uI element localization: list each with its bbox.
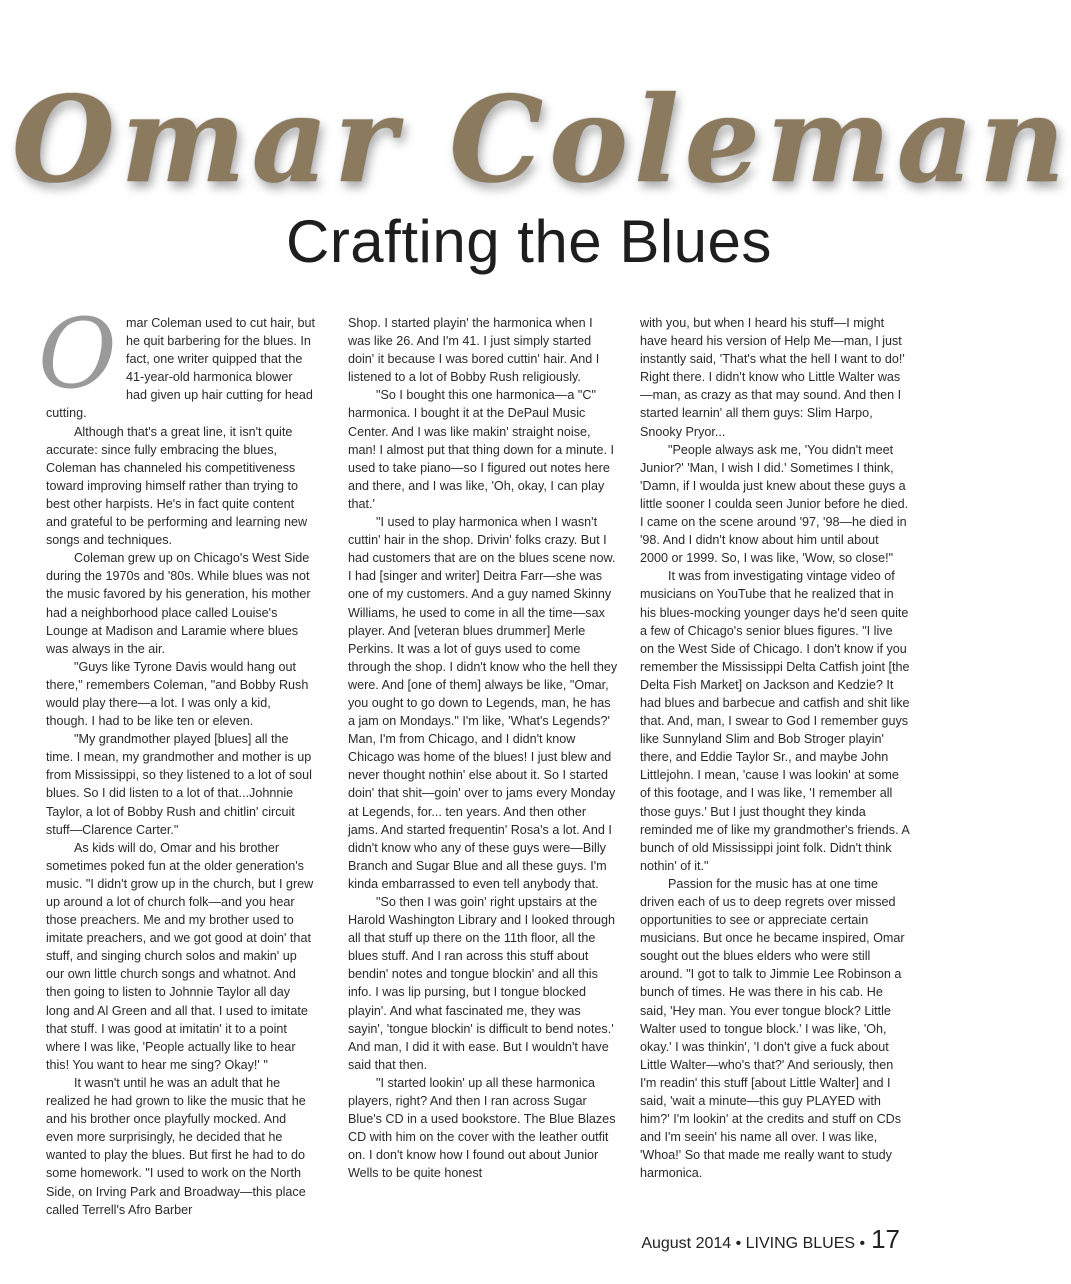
paragraph: It wasn't until he was an adult that he realized he had grown to like the music that he and his brother once playfully mocked. And even more surprisingly, he decided that he wanted to play the blues. But first he had to do some homework. "I used to work on the North Side, on Irving Park and Broadway—this place called Terrell's Afro Barber <box>46 1075 306 1217</box>
article-subtitle: Crafting the Blues <box>286 208 772 275</box>
paragraph: It was from investigating vintage video of musicians on YouTube that he realized that in his blues-mocking younger days he'd seen quite a few of Chicago's senior blues figures. "I live on the West Side of Chicago. I don't know if you remember the Mississippi Delta Catfish joint [the Delta Fish Market] on Jackson and Kedzie? It had blues and barbecue and catfish and shit like that. And, man, I swear to God I remember guys like Sunnyland Slim and Bob Stroger playin' there, and Eddie Taylor Sr., and maybe John Littlejohn. I mean, 'cause I was lookin' at some of this footage, and I was like, 'I remember all those guys.' But I just thought they kinda reminded me of like my grandmother's friends. A bunch of old Mississippi joint folk. Didn't think nothin' of it." <box>640 569 910 873</box>
paragraph: "My grandmother played [blues] all the time. I mean, my grandmother and mother is up from Mississippi, so they listened to a lot of soul blues. So I did listen to a lot of that...Johnnie Taylor, a lot of Bobby Rush and chitlin' circuit stuff—Clarence Carter." <box>46 732 312 837</box>
article-title: Omar Coleman <box>12 70 1071 209</box>
paragraph: "So then I was goin' right upstairs at the Harold Washington Library and I looked through all that stuff up there on the 11th floor, all the blues stuff. And I ran across this stuff about bendin' notes and tongue blockin' and all this info. I was lip pursing, but I tongue blocked playin'. And what fascinated me, they was sayin', 'tongue blockin' is difficult to bend notes.' And man, I did it with ease. But I wouldn't have said that then. <box>348 895 615 1072</box>
paragraph: "Guys like Tyrone Davis would hang out there," remembers Coleman, "and Bobby Rush would play there—a lot. I was only a kid, though. I had to be like ten or eleven. <box>46 659 309 729</box>
drop-cap: O <box>38 298 117 410</box>
issue-label: August 2014 • LIVING BLUES • <box>641 1235 866 1252</box>
paragraph: Shop. I started playin' the harmonica when I was like 26. And I'm 41. I just simply started doin' it because I was bored cuttin' hair. And I listened to a lot of Bobby Rush religiously. <box>348 316 600 385</box>
article-column-3 <box>640 314 910 1183</box>
paragraph: with you, but when I heard his stuff—I might have heard his version of Help Me—man, I just instantly said, 'That's what the hell I want to do!' Right there. I didn't know who Little Walter was—man, as crazy as that may sound. And then I started learnin' all them guys: Slim Harpo, Snooky Pryor... <box>640 316 905 439</box>
paragraph: Omar Coleman used to cut hair, but he quit barbering for the blues. In fact, one writer quipped that the 41-year-old harmonica blower had given up hair cutting for head cutting. <box>38 298 316 421</box>
paragraph: "People always ask me, 'You didn't meet Junior?' 'Man, I wish I did.' Sometimes I think, 'Damn, if I woulda just knew about these guys a little sooner I coulda seen Junior before he died. I came on the scene around '97, '98—he died in '98. And I didn't know about him until about 2000 or 1999. So, I was like, 'Wow, so close!" <box>640 442 909 566</box>
paragraph: "I used to play harmonica when I wasn't cuttin' hair in the shop. Drivin' folks crazy. But I had customers that are on the blues scene now. I had [singer and writer] Deitra Farr—she was one of my customers. And a guy named Skinny Williams, he used to come in all the time—sax player. And [veteran blues drummer] Merle Perkins. It was a lot of guys used to come through the shop. I didn't know who the hell they were. And [one of them] always be like, "Omar, you ought to go down to Legends, man, he has a jam on Mondays." I'm like, 'What's Legends?' Man, I'm from Chicago, and I didn't know Chicago was home of the blues! I just blew and never thought nothin' else about it. So I started doin' that shit—goin' over to jams every Monday at Legends, for... ten years. And then other jams. And started frequentin' Rosa's a lot. And I didn't know who any of these guys were—Billy Branch and Sugar Blue and all these guys. I'm kinda embarrassed to even tell anybody that. <box>348 515 618 891</box>
paragraph: Passion for the music has at one time driven each of us to deep regrets over missed opportunities to see or appreciate certain musicians. But once he became inspired, Omar sought out the blues elders who were still around. "I got to talk to Jimmie Lee Robinson a bunch of times. He was there in his cab. He said, 'Hey man. You ever tongue block? Little Walter used to tongue block.' I was like, 'Oh, okay.' I was thinkin', 'I don't give a fuck about Little Walter—who's that?' And seriously, then I'm readin' this stuff [about Little Walter] and I said, 'wait a minute—this guy PLAYED with him?' I'm lookin' at the credits and stuff on CDs and I'm seein' his name all over. I was like, 'Whoa!' So that made me really want to study harmonica. <box>640 876 905 1181</box>
article-column-1 <box>38 298 316 1219</box>
article-column-2 <box>348 314 618 1183</box>
page-number: 17 <box>871 1224 900 1254</box>
paragraph: "I started lookin' up all these harmonica players, right? And then I ran across Sugar Blue's CD in a used bookstore. The Blue Blazes CD with him on the cover with the leather outfit on. I don't know how I found out about Junior Wells to be quite honest <box>348 1075 616 1181</box>
page-footer <box>641 1224 900 1255</box>
paragraph: "So I bought this one harmonica—a "C" harmonica. I bought it at the DePaul Music Center. And I was like makin' straight noise, man! I almost put that thing down for a minute. I used to take piano—so I figured out notes here and there, and I was like, 'Oh, okay, I can play that.' <box>348 388 615 511</box>
paragraph: Coleman grew up on Chicago's West Side during the 1970s and '80s. While blues was not the music favored by his generation, his mother had a neighborhood place called Louise's Lounge at Madison and Laramie where blues was always in the air. <box>46 551 311 656</box>
paragraph: As kids will do, Omar and his brother sometimes poked fun at the older generation's music. "I didn't grow up in the church, but I grew up around a lot of church folk—and you hear those preachers. Me and my brother used to imitate preachers, and we got good at doin' that stuff, and singing church solos and makin' up our own little church songs and whatnot. And then going to listen to Johnnie Taylor all day long and Al Green and all that. I used to imitate that stuff. I was good at imitatin' it to a point where I was like, 'People actually like to hear this! You want to hear me sing? Okay!' " <box>46 840 314 1072</box>
paragraph: Although that's a great line, it isn't quite accurate: since fully embracing the blues, Coleman has channeled his competitiveness toward improving himself rather than trying to best other harpists. He's in fact quite content and grateful to be performing and learning new songs and techniques. <box>46 424 308 548</box>
